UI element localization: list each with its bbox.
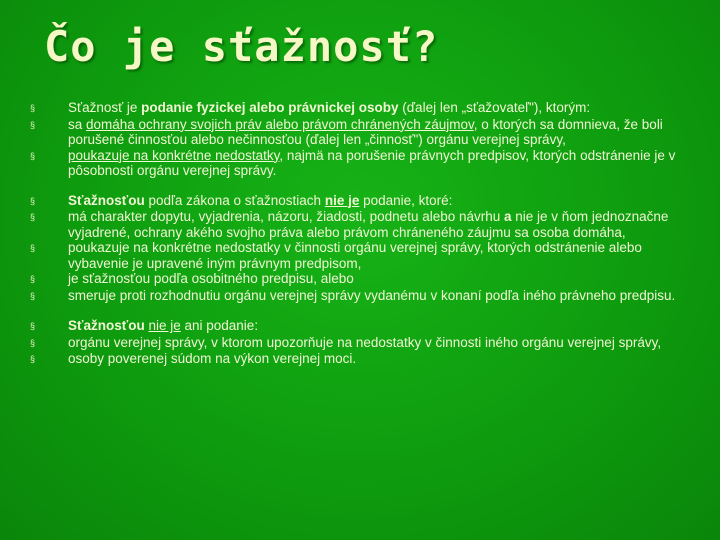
text-run: nie je	[148, 318, 181, 333]
list-item-text	[68, 100, 690, 116]
bullet-icon: §	[30, 119, 36, 130]
text-run: poukazuje na konkrétne nedostatky v činnosti orgánu verejnej správy, ktorých odstránenie alebo vybavenie je upravené iným právnym predpisom,	[68, 240, 642, 271]
list-item	[30, 148, 690, 179]
list-item	[30, 193, 690, 210]
list-item-text	[68, 335, 690, 351]
bullet-icon: §	[30, 195, 36, 206]
list-item	[30, 351, 690, 368]
list-item-text	[68, 351, 690, 367]
text-run: , najmä na porušenie právnych predpisov, ktorých odstránenie je v pôsobnosti orgánu verejnej správy.	[68, 147, 676, 178]
list-item	[30, 117, 690, 148]
list-item	[30, 209, 690, 240]
list-item	[30, 271, 690, 288]
text-run: a	[504, 209, 512, 224]
text-run: podľa zákona o sťažnostiach	[144, 192, 325, 208]
list-item-text	[68, 240, 690, 271]
bullet-icon: §	[30, 337, 36, 348]
text-run: Sťažnosť je	[68, 100, 142, 115]
bullet-icon: §	[30, 274, 36, 284]
text-run: ani podanie:	[180, 318, 259, 333]
list-item-text	[68, 288, 690, 304]
bullet-icon: §	[30, 354, 36, 364]
text-run: (ďalej len „sťažovateľ"), ktorým:	[398, 100, 591, 115]
text-run: domáha ochrany svojich práv alebo právom chránených záujmov	[86, 116, 474, 132]
bullet-icon: §	[30, 321, 36, 331]
text-run: podanie, ktoré:	[359, 192, 453, 208]
text-run: podanie fyzickej alebo právnickej osoby	[141, 100, 399, 115]
list-item	[30, 100, 690, 117]
bullet-icon: §	[30, 150, 36, 161]
bullet-group	[30, 100, 690, 179]
text-run: má charakter dopytu, vyjadrenia, názoru, žiadosti, podnetu alebo návrhu	[68, 209, 505, 224]
list-item-text	[68, 271, 690, 287]
list-item	[30, 335, 690, 352]
bullet-icon: §	[30, 212, 36, 222]
text-run: je sťažnosťou podľa osobitného predpisu, alebo	[68, 271, 354, 286]
text-run: smeruje proti rozhodnutiu orgánu verejnej správy vydanému v konaní podľa iného právneho predpisu.	[68, 287, 676, 303]
list-item-text	[68, 193, 690, 209]
text-run: Sťažnosťou	[68, 192, 145, 208]
text-run: , o ktorých sa domnieva, že boli porušené činnosťou alebo nečinnosťou (ďalej len „činnosť") orgánu verejnej správy,	[68, 116, 663, 147]
bullet-icon: §	[30, 243, 36, 253]
list-item-text	[68, 318, 690, 334]
list-item	[30, 240, 690, 271]
text-run: orgánu verejnej správy, v ktorom upozorňuje na nedostatky v činnosti iného orgánu verejnej správy,	[68, 334, 662, 350]
list-item-text	[68, 117, 690, 148]
text-run: nie je v ňom jednoznačne vyjadrené, ochrany akého svojho práva alebo právom chráneného záujmu sa osoba domáha,	[68, 209, 669, 240]
list-item	[30, 318, 690, 335]
list-item	[30, 288, 690, 305]
slide-title: Čo je sťažnosť?	[44, 22, 439, 71]
bullet-group	[30, 193, 690, 305]
list-item-text	[68, 209, 690, 240]
bullet-icon: §	[30, 103, 36, 113]
text-run: nie je	[324, 192, 360, 208]
text-run: sa	[68, 116, 87, 132]
bullet-icon: §	[30, 290, 36, 301]
bullet-group	[30, 318, 690, 368]
list-item-text	[68, 148, 690, 179]
text-run: Sťažnosťou	[68, 318, 145, 333]
slide-content	[30, 100, 690, 382]
text-run: osoby poverenej súdom na výkon verejnej moci.	[68, 351, 357, 366]
text-run: poukazuje na konkrétne nedostatky	[68, 147, 280, 163]
